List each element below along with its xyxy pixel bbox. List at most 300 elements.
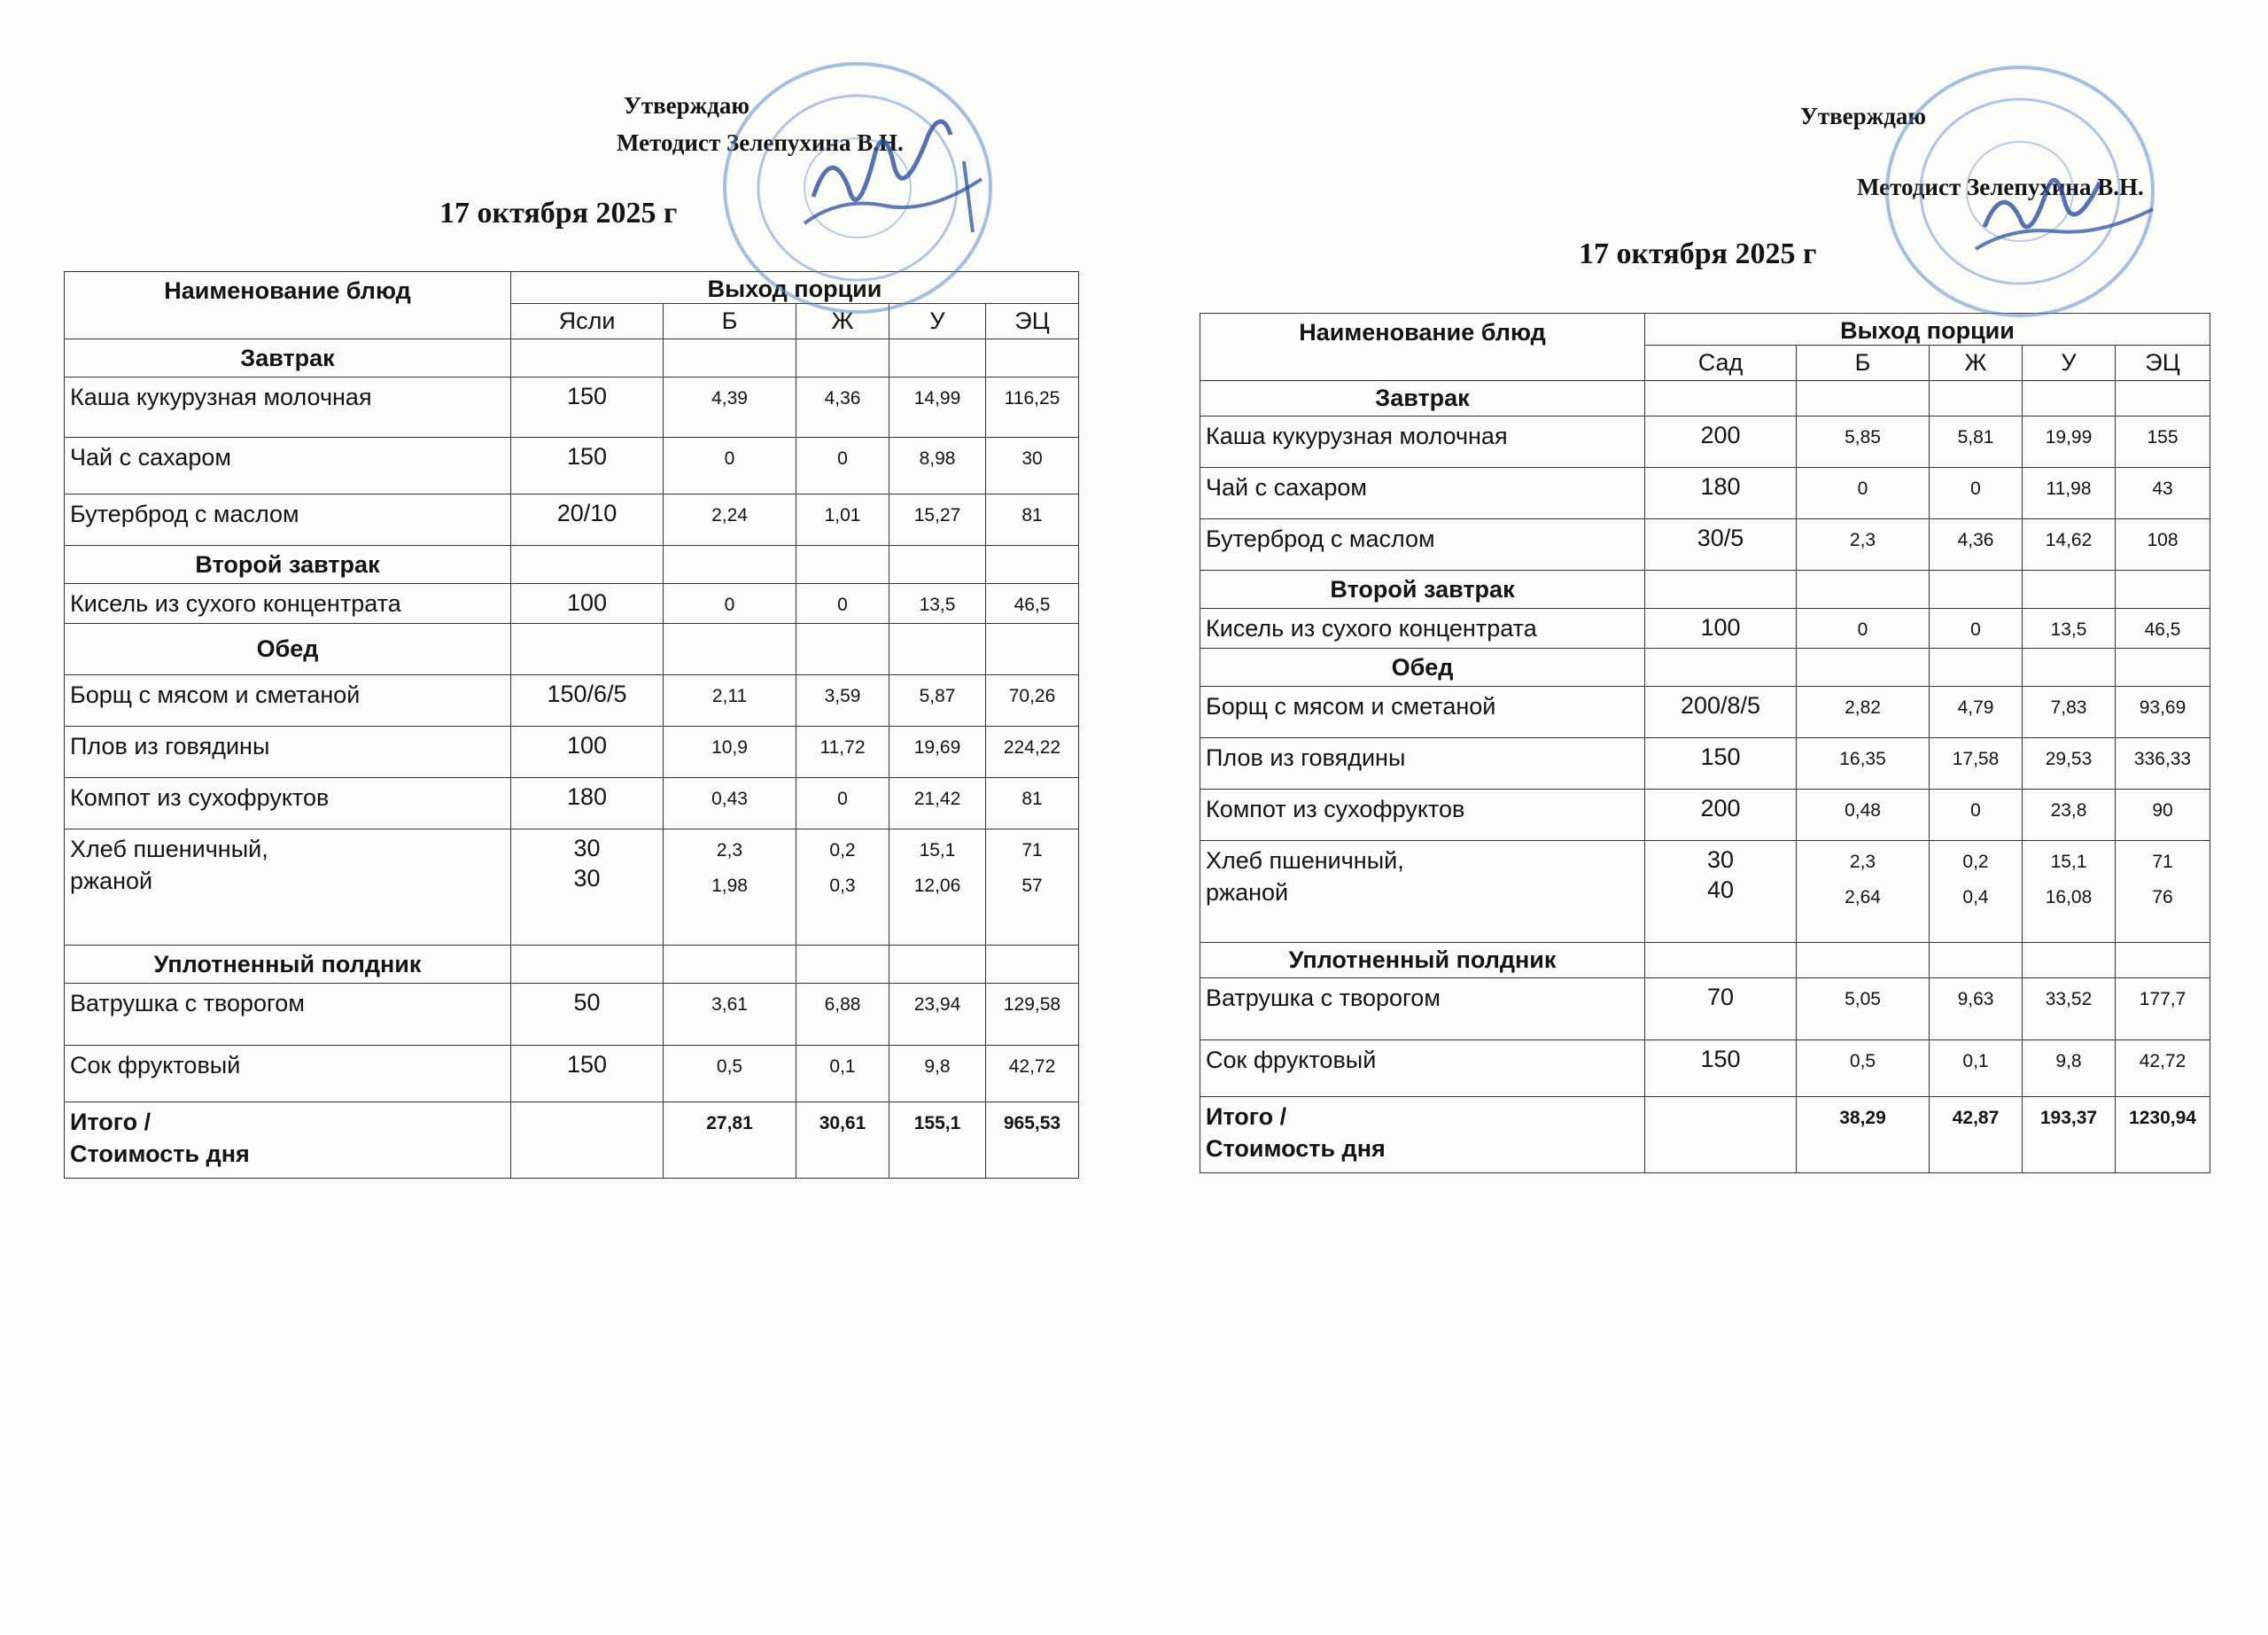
table-body [1200,381,2210,1173]
protein-value [1797,519,1930,571]
empty-cell [796,624,889,675]
portion-value [511,494,664,546]
table-row [65,727,1079,778]
portion-line: 100 [566,732,608,759]
total-label [1200,1097,1645,1173]
dish-name [1200,468,1645,519]
portion-value [1645,417,1797,468]
table-row [65,778,1079,829]
carb-line: 12,06 [913,876,961,896]
total-portion [511,1102,664,1179]
empty-cell [2023,649,2116,687]
portion-line: 30 [573,835,601,861]
total-protein-line: 27,81 [706,1113,753,1133]
portion-line: 30 [573,865,601,891]
energy-line: 116,25 [1004,388,1060,409]
total-label-line: Итого / [70,1109,151,1135]
fat-line: 0,2 [1962,852,1989,872]
dish-name-line: Хлеб пшеничный, [1206,847,1404,874]
empty-cell [1645,381,1797,417]
protein-line: 2,82 [1845,697,1881,718]
energy-line: 43 [2152,479,2173,499]
energy-value [986,438,1079,494]
total-energy-line: 965,53 [1003,1113,1061,1133]
protein-value [664,584,796,624]
carb-line: 13,5 [2050,619,2087,640]
fat-value [1930,519,2023,571]
protein-value [1797,738,1930,790]
table-row [1200,978,2210,1040]
carb-line: 19,69 [913,737,961,758]
energy-line: 42,72 [1008,1056,1056,1077]
portion-value [511,778,664,829]
portion-line: 180 [566,783,608,810]
protein-value [664,438,796,494]
energy-line: 71 [1021,840,1043,860]
empty-cell [2023,571,2116,609]
fat-line: 0,3 [829,876,856,896]
protein-value [664,378,796,438]
empty-cell [2116,381,2210,417]
energy-value [986,378,1079,438]
portion-line: 150 [1700,744,1741,770]
carb-line: 23,94 [913,994,961,1015]
total-protein [664,1102,796,1179]
fat-value [796,727,889,778]
protein-value [664,1046,796,1102]
protein-line: 4,39 [711,388,748,409]
total-label-line: Стоимость дня [1206,1135,1386,1162]
carb-value [2023,738,2116,790]
carb-value [2023,1040,2116,1097]
portion-value [511,378,664,438]
dish-name [1200,609,1645,649]
fat-value [796,378,889,438]
carb-line: 14,99 [913,388,961,409]
energy-value [2116,738,2210,790]
col-header-u: У [2023,346,2116,381]
empty-cell [889,339,986,378]
portion-line: 200 [1700,422,1741,448]
section-row [65,624,1079,675]
protein-line: 0 [724,448,735,469]
dish-name [1200,978,1645,1040]
dish-name-line: Бутерброд с маслом [1206,526,1435,552]
approver-name: Методист Зелепухина В.Н. [1857,174,2144,200]
carb-value [2023,978,2116,1040]
total-energy-line: 1230,94 [2129,1108,2196,1128]
menu-date: 17 октября 2025 г [1579,237,1817,270]
empty-cell [1645,649,1797,687]
table-row [1200,738,2210,790]
empty-cell [664,339,796,378]
empty-cell [1930,649,2023,687]
protein-line: 0,48 [1845,800,1881,821]
dish-name [1200,841,1645,943]
table-row [1200,841,2210,943]
portion-line: 50 [573,989,601,1016]
fat-line: 17,58 [1952,749,2000,769]
dish-name [1200,687,1645,738]
empty-cell [986,624,1079,675]
total-carb [2023,1097,2116,1173]
energy-value [986,829,1079,946]
protein-line: 5,85 [1845,427,1881,448]
dish-name-line: Чай с сахаром [1206,474,1367,501]
portion-value [511,438,664,494]
energy-value [2116,1040,2210,1097]
col-header-name: Наименование блюд [1200,314,1645,381]
section-title: Обед [1200,649,1645,687]
empty-cell [664,546,796,584]
protein-value [664,727,796,778]
portion-line: 40 [1706,876,1735,903]
carb-value [2023,790,2116,841]
fat-value [1930,687,2023,738]
empty-cell [1797,381,1930,417]
energy-value [2116,841,2210,943]
portion-value [1645,687,1797,738]
dish-name-line: Компот из сухофруктов [70,784,330,811]
energy-value [986,1046,1079,1102]
protein-line: 5,05 [1845,989,1881,1009]
empty-cell [796,339,889,378]
empty-cell [1930,571,2023,609]
carb-line: 5,87 [919,686,956,706]
dish-name-line: Каша кукурузная молочная [70,384,372,410]
table-row [1200,1040,2210,1097]
dish-name-line: Кисель из сухого концентрата [70,590,401,617]
protein-line: 16,35 [1839,749,1886,769]
energy-value [986,494,1079,546]
empty-cell [511,339,664,378]
total-carb-line: 155,1 [913,1113,961,1133]
table-row [65,494,1079,546]
fat-line: 6,88 [824,994,861,1015]
energy-value [986,675,1079,727]
dish-name-line: Ватрушка с творогом [1206,985,1441,1011]
energy-line: 71 [2152,852,2173,872]
dish-name [1200,738,1645,790]
protein-value [664,984,796,1046]
fat-value [1930,738,2023,790]
protein-line: 0,5 [716,1056,743,1077]
empty-cell [511,546,664,584]
dish-name [65,727,511,778]
carb-value [2023,687,2116,738]
carb-line: 15,27 [913,505,961,526]
carb-value [889,584,986,624]
empty-cell [2023,381,2116,417]
total-carb-line: 193,37 [2039,1108,2098,1128]
dish-name-line: Сок фруктовый [70,1052,241,1078]
portion-line: 30 [1706,846,1735,873]
protein-value [1797,687,1930,738]
total-fat [1930,1097,2023,1173]
fat-line: 3,59 [824,686,861,706]
dish-name-line: Плов из говядины [70,733,270,759]
table-row [65,984,1079,1046]
carb-value [889,1046,986,1102]
fat-value [1930,468,2023,519]
fat-value [796,494,889,546]
portion-value [1645,519,1797,571]
dish-name-line: Ватрушка с творогом [70,990,305,1016]
carb-line: 15,1 [919,840,956,860]
fat-value [1930,417,2023,468]
portion-value [511,829,664,946]
protein-line: 2,3 [1849,530,1876,550]
carb-value [2023,468,2116,519]
portion-line: 200 [1700,795,1741,821]
empty-cell [2116,649,2210,687]
empty-cell [2116,571,2210,609]
dish-name-line: Каша кукурузная молочная [1206,423,1508,449]
total-protein [1797,1097,1930,1173]
menu-date: 17 октября 2025 г [439,197,678,230]
total-protein-line: 38,29 [1839,1108,1886,1128]
fat-line: 0 [1970,800,1981,821]
protein-value [664,494,796,546]
protein-line: 1,98 [711,876,748,896]
carb-value [889,494,986,546]
protein-value [664,778,796,829]
section-title: Завтрак [65,339,511,378]
section-title: Обед [65,624,511,675]
carb-value [2023,609,2116,649]
total-fat [796,1102,889,1179]
dish-name [65,675,511,727]
empty-cell [1797,649,1930,687]
energy-line: 90 [2152,800,2173,821]
protein-line: 3,61 [711,994,748,1015]
empty-cell [511,946,664,984]
carb-line: 19,99 [2045,427,2093,448]
energy-value [2116,687,2210,738]
energy-value [986,984,1079,1046]
fat-value [1930,978,2023,1040]
dish-name-line: ржаной [70,868,153,894]
carb-line: 21,42 [913,789,961,809]
protein-value [1797,841,1930,943]
carb-value [889,675,986,727]
protein-line: 2,11 [711,686,748,706]
total-carb [889,1102,986,1179]
carb-value [2023,519,2116,571]
energy-value [2116,790,2210,841]
fat-line: 4,36 [824,388,861,409]
fat-value [1930,1040,2023,1097]
fat-value [796,984,889,1046]
col-header-b: Б [664,304,796,339]
empty-cell [2116,943,2210,978]
energy-value [2116,417,2210,468]
section-row [1200,381,2210,417]
col-header-portion: Ясли [511,304,664,339]
protein-line: 2,3 [716,840,743,860]
protein-line: 2,3 [1849,852,1876,872]
energy-value [2116,519,2210,571]
portion-line: 150 [566,1051,608,1078]
total-portion [1645,1097,1797,1173]
section-row [65,546,1079,584]
fat-line: 0 [837,448,848,469]
col-header-u: У [889,304,986,339]
carb-value [889,727,986,778]
portion-line: 100 [566,589,608,616]
table-row [65,438,1079,494]
portion-line: 30/5 [1697,525,1744,551]
carb-line: 9,8 [2055,1051,2082,1071]
dish-name-line: Плов из говядины [1206,744,1406,771]
table-row [65,675,1079,727]
dish-name [65,494,511,546]
table-head [65,272,1079,339]
empty-cell [1645,571,1797,609]
portion-value [511,675,664,727]
table-row [65,584,1079,624]
energy-line: 336,33 [2133,749,2192,769]
fat-line: 0 [837,789,848,809]
table-row [1200,417,2210,468]
table-head [1200,314,2210,381]
energy-line: 42,72 [2139,1051,2186,1071]
table-row [1200,519,2210,571]
portion-line: 180 [1700,473,1741,500]
energy-value [986,778,1079,829]
table-row [1200,609,2210,649]
protein-value [1797,790,1930,841]
empty-cell [511,624,664,675]
dish-name [65,584,511,624]
section-title: Завтрак [1200,381,1645,417]
carb-value [889,829,986,946]
portion-value [511,727,664,778]
col-header-portion: Сад [1645,346,1797,381]
total-row [65,1102,1079,1179]
fat-line: 0 [1970,619,1981,640]
protein-line: 2,64 [1845,887,1881,907]
fat-value [796,675,889,727]
dish-name-line: Сок фруктовый [1206,1047,1377,1073]
dish-name-line: Кисель из сухого концентрата [1206,615,1537,642]
portion-line: 100 [1700,614,1741,641]
dish-name-line: Борщ с мясом и сметаной [1206,693,1496,720]
protein-value [1797,417,1930,468]
fat-line: 5,81 [1957,427,1994,448]
energy-line: 93,69 [2139,697,2186,718]
approve-title: Утверждаю [624,92,750,119]
section-title: Уплотненный полдник [65,946,511,984]
empty-cell [889,946,986,984]
col-header-output: Выход порции [1645,314,2210,346]
fat-line: 0,2 [829,840,856,860]
total-energy [2116,1097,2210,1173]
col-header-name: Наименование блюд [65,272,511,339]
table-body [65,339,1079,1179]
section-title: Уплотненный полдник [1200,943,1645,978]
col-header-ec: ЭЦ [2116,346,2210,381]
approve-title: Утверждаю [1800,103,1927,129]
empty-cell [664,946,796,984]
fat-line: 0,1 [1962,1051,1989,1071]
carb-value [889,778,986,829]
col-header-zh: Ж [796,304,889,339]
portion-line: 70 [1706,984,1735,1010]
energy-line: 46,5 [1014,595,1051,615]
fat-line: 9,63 [1957,989,1994,1009]
fat-value [796,1046,889,1102]
energy-line: 30 [1021,448,1043,469]
portion-value [1645,609,1797,649]
empty-cell [1645,943,1797,978]
fat-value [796,778,889,829]
table-row [65,829,1079,946]
empty-cell [2023,943,2116,978]
table-row [1200,468,2210,519]
portion-line: 150/6/5 [547,681,627,707]
protein-value [1797,468,1930,519]
empty-cell [664,624,796,675]
menu-table [1200,313,2210,1173]
carb-line: 15,1 [2050,852,2087,872]
dish-name-line: Чай с сахаром [70,444,231,471]
fat-value [796,438,889,494]
empty-cell [986,946,1079,984]
fat-line: 0 [1970,479,1981,499]
portion-value [1645,841,1797,943]
energy-line: 155 [2147,427,2179,448]
section-title: Второй завтрак [65,546,511,584]
carb-line: 14,62 [2045,530,2093,550]
empty-cell [986,339,1079,378]
dish-name-line: Компот из сухофруктов [1206,796,1465,822]
protein-value [1797,1040,1930,1097]
portion-value [1645,790,1797,841]
fat-line: 11,72 [819,737,866,758]
protein-line: 10,9 [711,737,748,758]
energy-line: 46,5 [2144,619,2181,640]
carb-value [889,378,986,438]
dish-name [65,829,511,946]
col-header-b: Б [1797,346,1930,381]
protein-value [664,829,796,946]
table-row [1200,687,2210,738]
fat-line: 1,01 [824,505,861,526]
section-row [65,946,1079,984]
empty-cell [889,546,986,584]
dish-name [1200,1040,1645,1097]
energy-line: 129,58 [1003,994,1061,1015]
portion-value [1645,1040,1797,1097]
carb-value [889,438,986,494]
table-row [1200,790,2210,841]
dish-name [1200,417,1645,468]
portion-line: 150 [566,383,608,409]
portion-value [1645,468,1797,519]
protein-line: 0 [1857,479,1868,499]
dish-name [65,438,511,494]
protein-line: 0,43 [711,789,748,809]
fat-value [1930,609,2023,649]
section-row [1200,649,2210,687]
dish-name [65,1046,511,1102]
protein-line: 0,5 [1849,1051,1876,1071]
energy-value [2116,609,2210,649]
approver-name: Методист Зелепухина В.Н. [617,129,904,156]
empty-cell [1797,571,1930,609]
carb-line: 16,08 [2045,887,2093,907]
